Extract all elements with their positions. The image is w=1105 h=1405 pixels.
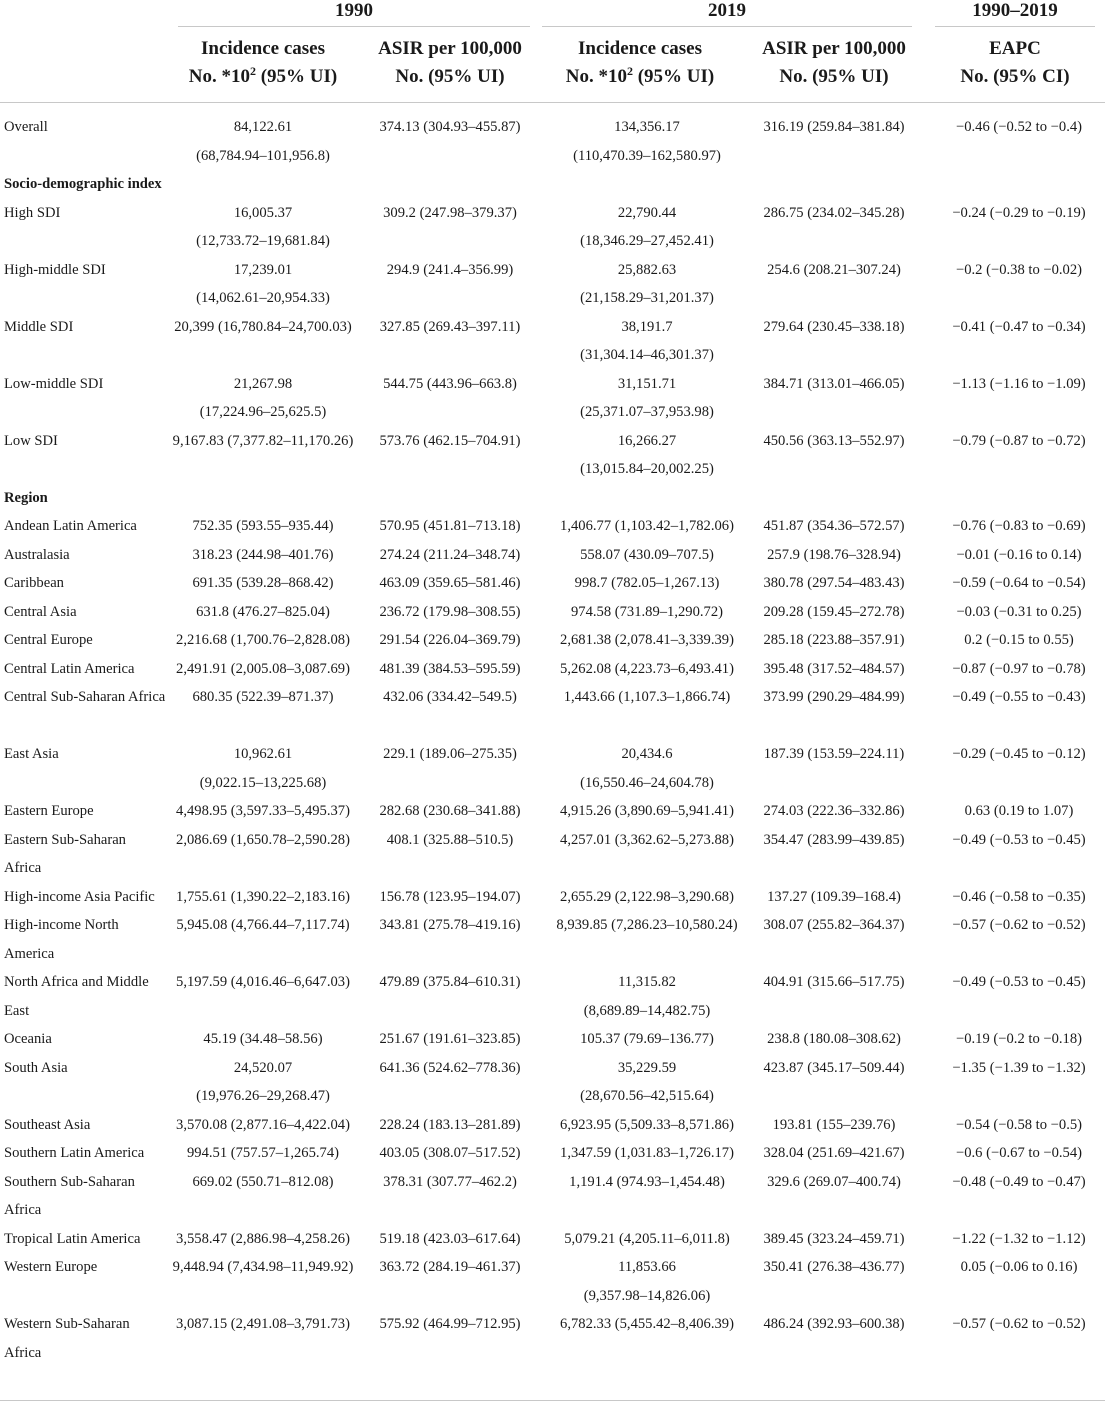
cell-eapc: −0.29 (−0.45 to −0.12) — [952, 746, 1086, 762]
row-label: Central Latin America — [4, 660, 135, 677]
col-header-asir-line2: No. (95% UI) — [395, 66, 505, 87]
row-label: Overall — [4, 119, 48, 135]
cell-eapc: −1.35 (−1.39 to −1.32) — [952, 1059, 1086, 1076]
cell-asir-1990: 228.24 (183.13–281.89) — [379, 1116, 521, 1133]
cell-incidence-1990: 2,216.68 (1,700.76–2,828.08) — [176, 632, 350, 648]
cell-incidence-2019: 38,191.7 (31,304.14–46,301.37) — [580, 318, 714, 363]
cell-eapc: −0.49 (−0.53 to −0.45) — [952, 974, 1086, 990]
cell-incidence-2019: 31,151.71 (25,371.07–37,953.98) — [580, 375, 714, 420]
cell-incidence-1990: 16,005.37 (12,733.72–19,681.84) — [196, 204, 330, 249]
cell-asir-2019: 389.45 (323.24–459.71) — [763, 1230, 905, 1247]
cell-asir-1990: 294.9 (241.4–356.99) — [386, 261, 514, 278]
cell-eapc: −0.03 (−0.31 to 0.25) — [956, 603, 1082, 620]
cell-asir-2019: 286.75 (234.02–345.28) — [763, 204, 905, 221]
cell-incidence-1990: 21,267.98 (17,224.96–25,625.5) — [199, 375, 327, 420]
cell-incidence-1990: 45.19 (34.48–58.56) — [203, 1031, 323, 1047]
cell-asir-2019: 451.87 (354.36–572.57) — [763, 518, 905, 534]
cell-incidence-2019: 2,655.29 (2,122.98–3,290.68) — [560, 888, 734, 905]
cell-incidence-2019: 25,882.63 (21,158.29–31,201.37) — [580, 261, 714, 306]
row-label: Central Asia — [4, 603, 77, 620]
cell-asir-1990: 274.24 (211.24–348.74) — [379, 546, 521, 563]
cell-incidence-1990: 24,520.07 (19,976.26–29,268.47) — [196, 1059, 330, 1104]
col-header-incidence-1990 — [168, 35, 358, 91]
year-header-2019: 2019 — [708, 0, 746, 21]
col-header-asir-line2: No. (95% UI) — [779, 66, 889, 87]
incidence-ui-text: (95% UI) — [632, 66, 715, 87]
cell-eapc: −0.24 (−0.29 to −0.19) — [952, 204, 1086, 221]
cell-incidence-1990: 20,399 (16,780.84–24,700.03) — [174, 318, 352, 335]
header-rule-2019 — [542, 26, 912, 27]
cell-incidence-1990: 84,122.61 (68,784.94–101,956.8) — [196, 119, 330, 164]
cell-incidence-2019: 16,266.27 (13,015.84–20,002.25) — [580, 432, 714, 477]
cell-eapc: −0.01 (−0.16 to 0.14) — [956, 546, 1082, 563]
row-label: Central Europe — [4, 632, 93, 648]
cell-asir-2019: 238.8 (180.08–308.62) — [767, 1031, 901, 1047]
cell-incidence-2019: 4,915.26 (3,890.69–5,941.41) — [560, 803, 734, 819]
cell-incidence-1990: 9,448.94 (7,434.98–11,949.92) — [172, 1259, 354, 1275]
row-label: Tropical Latin America — [4, 1230, 141, 1247]
cell-incidence-1990: 9,167.83 (7,377.82–11,170.26) — [172, 432, 354, 449]
year-header-1990-2019: 1990–2019 — [972, 0, 1058, 21]
cell-incidence-2019: 1,347.59 (1,031.83–1,726.17) — [560, 1145, 734, 1161]
row-label: Oceania — [4, 1031, 52, 1047]
cell-asir-2019: 209.28 (159.45–272.78) — [763, 603, 905, 620]
cell-asir-1990: 291.54 (226.04–369.79) — [379, 632, 521, 648]
cell-incidence-2019: 5,262.08 (4,223.73–6,493.41) — [560, 660, 734, 677]
cell-asir-2019: 329.6 (269.07–400.74) — [767, 1173, 901, 1190]
cell-incidence-2019: 2,681.38 (2,078.41–3,339.39) — [560, 632, 734, 648]
cell-asir-1990: 481.39 (384.53–595.59) — [379, 660, 521, 677]
cell-eapc: −0.46 (−0.52 to −0.4) — [955, 119, 1083, 135]
cell-incidence-2019: 6,782.33 (5,455.42–8,406.39) — [560, 1316, 734, 1332]
col-header-incidence-line2 — [168, 63, 358, 91]
cell-incidence-1990: 680.35 (522.39–871.37) — [192, 689, 334, 705]
cell-asir-1990: 403.05 (308.07–517.52) — [379, 1145, 521, 1161]
cell-incidence-1990: 631.8 (476.27–825.04) — [196, 603, 330, 620]
cell-asir-2019: 395.48 (317.52–484.57) — [763, 660, 905, 677]
cell-incidence-2019: 134,356.17 (110,470.39–162,580.97) — [573, 119, 721, 164]
col-header-asir-line1: ASIR per 100,000 — [378, 38, 522, 59]
cell-asir-1990: 479.89 (375.84–610.31) — [379, 974, 521, 990]
year-header-1990: 1990 — [335, 0, 373, 21]
cell-eapc: −0.41 (−0.47 to −0.34) — [952, 318, 1086, 335]
cell-asir-1990: 343.81 (275.78–419.16) — [379, 917, 521, 933]
cell-eapc: −0.57 (−0.62 to −0.52) — [952, 1316, 1086, 1332]
row-label: Western Europe — [4, 1259, 98, 1275]
row-label: Middle SDI — [4, 318, 74, 335]
cell-incidence-1990: 10,962.61 (9,022.15–13,225.68) — [199, 746, 327, 791]
cell-asir-1990: 519.18 (423.03–617.64) — [379, 1230, 521, 1247]
cell-asir-1990: 327.85 (269.43–397.11) — [379, 318, 521, 335]
cell-eapc: −0.48 (−0.49 to −0.47) — [952, 1173, 1086, 1190]
row-label: South Asia — [4, 1059, 68, 1076]
cell-asir-1990: 408.1 (325.88–510.5) — [386, 831, 514, 848]
cell-asir-2019: 423.87 (345.17–509.44) — [763, 1059, 905, 1076]
cell-incidence-1990: 2,086.69 (1,650.78–2,590.28) — [176, 831, 350, 848]
cell-incidence-2019: 20,434.6 (16,550.46–24,604.78) — [580, 746, 714, 791]
row-label: Southern Latin America — [4, 1145, 145, 1161]
cell-eapc: −0.54 (−0.58 to −0.5) — [955, 1116, 1083, 1133]
cell-asir-2019: 350.41 (276.38–436.77) — [763, 1259, 905, 1275]
cell-eapc: −0.19 (−0.2 to −0.18) — [955, 1031, 1083, 1047]
header-rule-eapc — [935, 26, 1095, 27]
cell-asir-1990: 363.72 (284.19–461.37) — [379, 1259, 521, 1275]
cell-incidence-1990: 669.02 (550.71–812.08) — [192, 1173, 334, 1190]
cell-incidence-1990: 318.23 (244.98–401.76) — [192, 546, 334, 563]
cell-incidence-1990: 2,491.91 (2,005.08–3,087.69) — [176, 660, 350, 677]
cell-asir-2019: 187.39 (153.59–224.11) — [763, 746, 905, 762]
cell-incidence-1990: 994.51 (757.57–1,265.74) — [186, 1145, 339, 1161]
table-bottom-rule — [0, 1400, 1105, 1401]
cell-asir-2019: 193.81 (155–239.76) — [772, 1116, 896, 1133]
row-label: High-income North America — [4, 917, 119, 962]
cell-asir-1990: 309.2 (247.98–379.37) — [383, 204, 517, 221]
cell-eapc: −0.76 (−0.83 to −0.69) — [952, 518, 1086, 534]
cell-incidence-1990: 752.35 (593.55–935.44) — [192, 518, 334, 534]
cell-incidence-1990: 691.35 (539.28–868.42) — [192, 575, 334, 591]
cell-asir-2019: 373.99 (290.29–484.99) — [763, 689, 905, 705]
cell-asir-2019: 486.24 (392.93–600.38) — [763, 1316, 905, 1332]
cell-eapc: −0.87 (−0.97 to −0.78) — [952, 660, 1086, 677]
col-header-asir-1990 — [362, 35, 538, 91]
row-label: East Asia — [4, 746, 59, 762]
row-label: Andean Latin America — [4, 518, 137, 534]
cell-asir-1990: 432.06 (334.42–549.5) — [383, 689, 517, 705]
row-label: Low-middle SDI — [4, 375, 104, 392]
cell-asir-1990: 156.78 (123.95–194.07) — [379, 888, 521, 905]
cell-incidence-1990: 3,087.15 (2,491.08–3,791.73) — [176, 1316, 350, 1332]
cell-asir-2019: 137.27 (109.39–168.4) — [767, 888, 901, 905]
col-header-incidence-2019 — [545, 35, 735, 91]
col-header-eapc-line2: No. (95% CI) — [960, 66, 1070, 87]
cell-asir-1990: 378.31 (307.77–462.2) — [383, 1173, 517, 1190]
cell-asir-2019: 450.56 (363.13–552.97) — [763, 432, 905, 449]
cell-asir-2019: 279.64 (230.45–338.18) — [763, 318, 905, 335]
cell-incidence-2019: 8,939.85 (7,286.23–10,580.24) — [556, 917, 738, 933]
col-header-incidence-line2 — [545, 63, 735, 91]
cell-incidence-2019: 558.07 (430.09–707.5) — [580, 546, 714, 563]
cell-incidence-2019: 11,315.82 (8,689.89–14,482.75) — [583, 974, 711, 1019]
cell-incidence-1990: 1,755.61 (1,390.22–2,183.16) — [176, 888, 350, 905]
cell-eapc: 0.05 (−0.06 to 0.16) — [960, 1259, 1078, 1275]
cell-asir-2019: 404.91 (315.66–517.75) — [763, 974, 905, 990]
incidence-unit-exponent: 2 — [249, 64, 256, 78]
incidence-ui-text: (95% UI) — [255, 66, 338, 87]
cell-incidence-1990: 3,570.08 (2,877.16–4,422.04) — [176, 1116, 350, 1133]
cell-asir-2019: 285.18 (223.88–357.91) — [763, 632, 905, 648]
cell-eapc: −0.6 (−0.67 to −0.54) — [955, 1145, 1083, 1161]
cell-eapc: −0.79 (−0.87 to −0.72) — [952, 432, 1086, 449]
cell-incidence-2019: 1,191.4 (974.93–1,454.48) — [569, 1173, 725, 1190]
row-label: Low SDI — [4, 432, 58, 449]
cell-eapc: −0.46 (−0.58 to −0.35) — [952, 888, 1086, 905]
cell-incidence-2019: 1,443.66 (1,107.3–1,866.74) — [563, 689, 731, 705]
cell-incidence-2019: 974.58 (731.89–1,290.72) — [570, 603, 723, 620]
cell-asir-2019: 328.04 (251.69–421.67) — [763, 1145, 905, 1161]
cell-incidence-2019: 35,229.59 (28,670.56–42,515.64) — [580, 1059, 714, 1104]
cell-incidence-1990: 4,498.95 (3,597.33–5,495.37) — [176, 803, 350, 819]
cell-eapc: −1.13 (−1.16 to −1.09) — [952, 375, 1086, 392]
col-header-incidence-line1: Incidence cases — [577, 38, 702, 59]
cell-eapc: −1.22 (−1.32 to −1.12) — [952, 1230, 1086, 1247]
row-label: High SDI — [4, 204, 61, 221]
header-rule-1990 — [178, 26, 530, 27]
incidence-unit-exponent: 2 — [626, 64, 633, 78]
cell-asir-2019: 384.71 (313.01–466.05) — [763, 375, 905, 392]
cell-asir-2019: 274.03 (222.36–332.86) — [763, 803, 905, 819]
cell-eapc: −0.59 (−0.64 to −0.54) — [952, 575, 1086, 591]
cell-incidence-1990: 17,239.01 (14,062.61–20,954.33) — [196, 261, 330, 306]
row-label: Central Sub-Saharan Africa — [4, 689, 166, 705]
col-header-eapc-line1: EAPC — [989, 38, 1041, 59]
cell-incidence-2019: 5,079.21 (4,205.11–6,011.8) — [564, 1230, 730, 1247]
cell-asir-2019: 257.9 (198.76–328.94) — [767, 546, 901, 563]
cell-asir-1990: 463.09 (359.65–581.46) — [379, 575, 521, 591]
cell-incidence-2019: 1,406.77 (1,103.42–1,782.06) — [560, 518, 734, 534]
cell-incidence-1990: 3,558.47 (2,886.98–4,258.26) — [176, 1230, 350, 1247]
header-divider — [0, 102, 1105, 103]
col-header-asir-2019 — [746, 35, 922, 91]
cell-eapc: −0.49 (−0.53 to −0.45) — [952, 831, 1086, 848]
row-label: High-income Asia Pacific — [4, 888, 155, 905]
row-label: Caribbean — [4, 575, 64, 591]
cell-asir-1990: 573.76 (462.15–704.91) — [379, 432, 521, 449]
cell-asir-1990: 641.36 (524.62–778.36) — [379, 1059, 521, 1076]
cell-asir-1990: 229.1 (189.06–275.35) — [383, 746, 517, 762]
cell-asir-2019: 308.07 (255.82–364.37) — [763, 917, 905, 933]
cell-incidence-2019: 6,923.95 (5,509.33–8,571.86) — [560, 1116, 734, 1133]
cell-asir-1990: 282.68 (230.68–341.88) — [379, 803, 521, 819]
row-label: Southeast Asia — [4, 1116, 91, 1133]
cell-eapc: −0.57 (−0.62 to −0.52) — [952, 917, 1086, 933]
cell-incidence-1990: 5,197.59 (4,016.46–6,647.03) — [176, 974, 350, 990]
cell-incidence-2019: 11,853.66 (9,357.98–14,826.06) — [583, 1259, 711, 1304]
row-label: Australasia — [4, 546, 70, 563]
cell-eapc: 0.63 (0.19 to 1.07) — [964, 803, 1074, 819]
cell-asir-1990: 570.95 (451.81–713.18) — [379, 518, 521, 534]
incidence-unit-text: No. *10 — [565, 66, 627, 87]
cell-asir-2019: 254.6 (208.21–307.24) — [767, 261, 901, 278]
cell-eapc: 0.2 (−0.15 to 0.55) — [964, 632, 1074, 648]
col-header-asir-line1: ASIR per 100,000 — [762, 38, 906, 59]
cell-asir-1990: 374.13 (304.93–455.87) — [379, 119, 521, 135]
cell-asir-1990: 575.92 (464.99–712.95) — [379, 1316, 521, 1332]
row-label: Eastern Europe — [4, 803, 94, 819]
cell-eapc: −0.49 (−0.55 to −0.43) — [952, 689, 1086, 705]
section-heading: Region — [4, 489, 48, 506]
section-heading: Socio-demographic index — [4, 176, 162, 192]
cell-asir-2019: 316.19 (259.84–381.84) — [763, 119, 905, 135]
row-label: Southern Sub-Saharan Africa — [4, 1173, 135, 1218]
row-label: Western Sub-Saharan Africa — [4, 1316, 130, 1361]
cell-asir-1990: 251.67 (191.61–323.85) — [379, 1031, 521, 1047]
cell-eapc: −0.2 (−0.38 to −0.02) — [955, 261, 1083, 278]
cell-asir-1990: 236.72 (179.98–308.55) — [379, 603, 521, 620]
col-header-incidence-line1: Incidence cases — [200, 38, 325, 59]
cell-asir-2019: 354.47 (283.99–439.85) — [763, 831, 905, 848]
cell-incidence-2019: 22,790.44 (18,346.29–27,452.41) — [580, 204, 714, 249]
row-label: North Africa and Middle East — [4, 974, 149, 1019]
row-label: High-middle SDI — [4, 261, 106, 278]
cell-incidence-1990: 5,945.08 (4,766.44–7,117.74) — [176, 917, 350, 933]
col-header-eapc — [935, 35, 1095, 91]
cell-incidence-2019: 4,257.01 (3,362.62–5,273.88) — [560, 831, 734, 848]
row-label: Eastern Sub-Saharan Africa — [4, 831, 126, 876]
cell-incidence-2019: 998.7 (782.05–1,267.13) — [574, 575, 720, 591]
cell-asir-2019: 380.78 (297.54–483.43) — [763, 575, 905, 591]
incidence-unit-text: No. *10 — [188, 66, 250, 87]
cell-incidence-2019: 105.37 (79.69–136.77) — [580, 1031, 714, 1047]
cell-asir-1990: 544.75 (443.96–663.8) — [383, 375, 517, 392]
